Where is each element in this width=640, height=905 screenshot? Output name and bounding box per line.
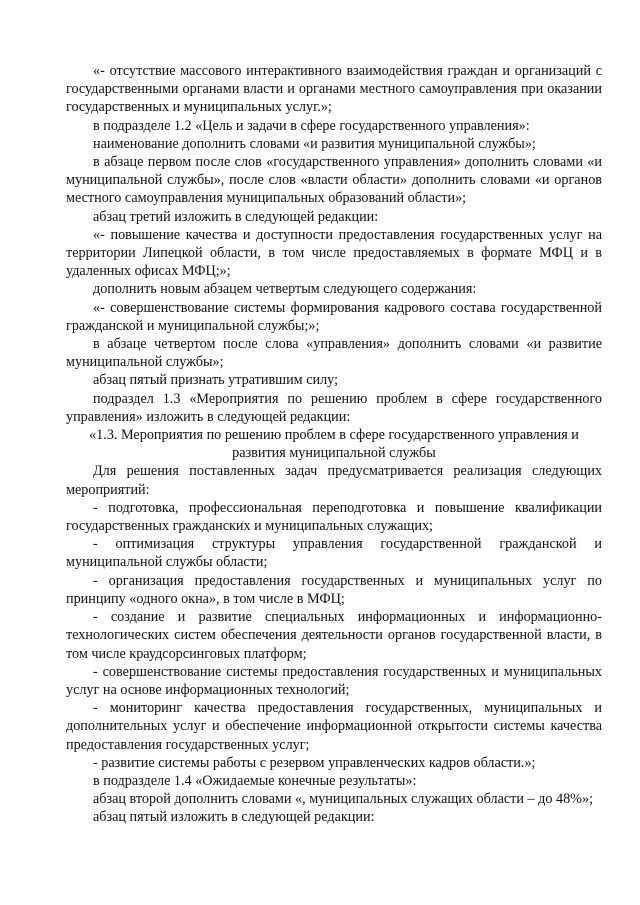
paragraph: дополнить новым абзацем четвертым следующего содержания: [93, 281, 477, 298]
paragraph: «- повышение качества и доступности предоставления государственных услуг на территории Липецкой области, в том числе предоставляемых в формате МФЦ и в удаленных офисах МФЦ;»; [66, 226, 602, 280]
paragraph: «- совершенствование системы формирования кадрового состава государственной гражданской и муниципальной службы;»; [66, 299, 602, 334]
list-item: - совершенствование системы предоставления государственных и муниципальных услуг на основе информационных технологий; [66, 663, 602, 698]
paragraph: абзац третий изложить в следующей редакции: [93, 208, 379, 225]
list-item: - создание и развитие специальных информационных и информационно-технологических систем обеспечения деятельности органов государственной власти, в том числе краудсорсинговых платформ; [66, 609, 602, 662]
list-item: - развитие системы работы с резервом управленческих кадров области.»; [93, 754, 536, 771]
paragraph: Для решения поставленных задач предусматривается реализация следующих мероприятий: [66, 463, 602, 498]
paragraph: в абзаце четвертом после слова «управления» дополнить словами «и развитие муниципальной службы»; [66, 336, 602, 371]
paragraph: в подразделе 1.4 «Ожидаемые конечные результаты»: [93, 772, 417, 789]
paragraph: подраздел 1.3 «Мероприятия по решению проблем в сфере государственного управления» изложить в следующей редакции: [66, 390, 602, 425]
list-item: - мониторинг качества предоставления государственных, муниципальных и дополнительных услуг и обеспечение информационной открытости системы качества предоставления государственных услуг; [66, 700, 602, 753]
paragraph: абзац пятый признать утратившим силу; [93, 372, 339, 389]
list-item: - оптимизация структуры управления государственной гражданской и муниципальной службы области; [66, 536, 602, 571]
section-heading: «1.3. Мероприятия по решению проблем в сфере государственного управления и развития муниципальной службы [89, 427, 579, 462]
paragraph: абзац второй дополнить словами «, муниципальных служащих области – до 48%»; [93, 791, 594, 808]
paragraph: абзац пятый изложить в следующей редакции: [93, 809, 375, 826]
list-item: - подготовка, профессиональная переподготовка и повышение квалификации государственных гражданских и муниципальных служащих; [66, 499, 602, 535]
paragraph: наименование дополнить словами «и развития муниципальной службы»; [93, 135, 536, 152]
paragraph: в абзаце первом после слов «государственного управления» дополнить словами «и муниципальной службы», после слов «власти области» дополнить словами «и органов местного самоуправления муниципальных образований области»; [66, 154, 602, 207]
paragraph: «- отсутствие массового интерактивного взаимодействия граждан и организаций с государственными органами власти и органами местного самоуправления при оказании государственных и муниципальных услуг.»; [66, 63, 602, 116]
paragraph: в подразделе 1.2 «Цель и задачи в сфере государственного управления»: [93, 117, 530, 134]
list-item: - организация предоставления государственных и муниципальных услуг по принципу «одного окна», в том числе в МФЦ; [66, 572, 602, 607]
document-page [66, 62, 602, 827]
